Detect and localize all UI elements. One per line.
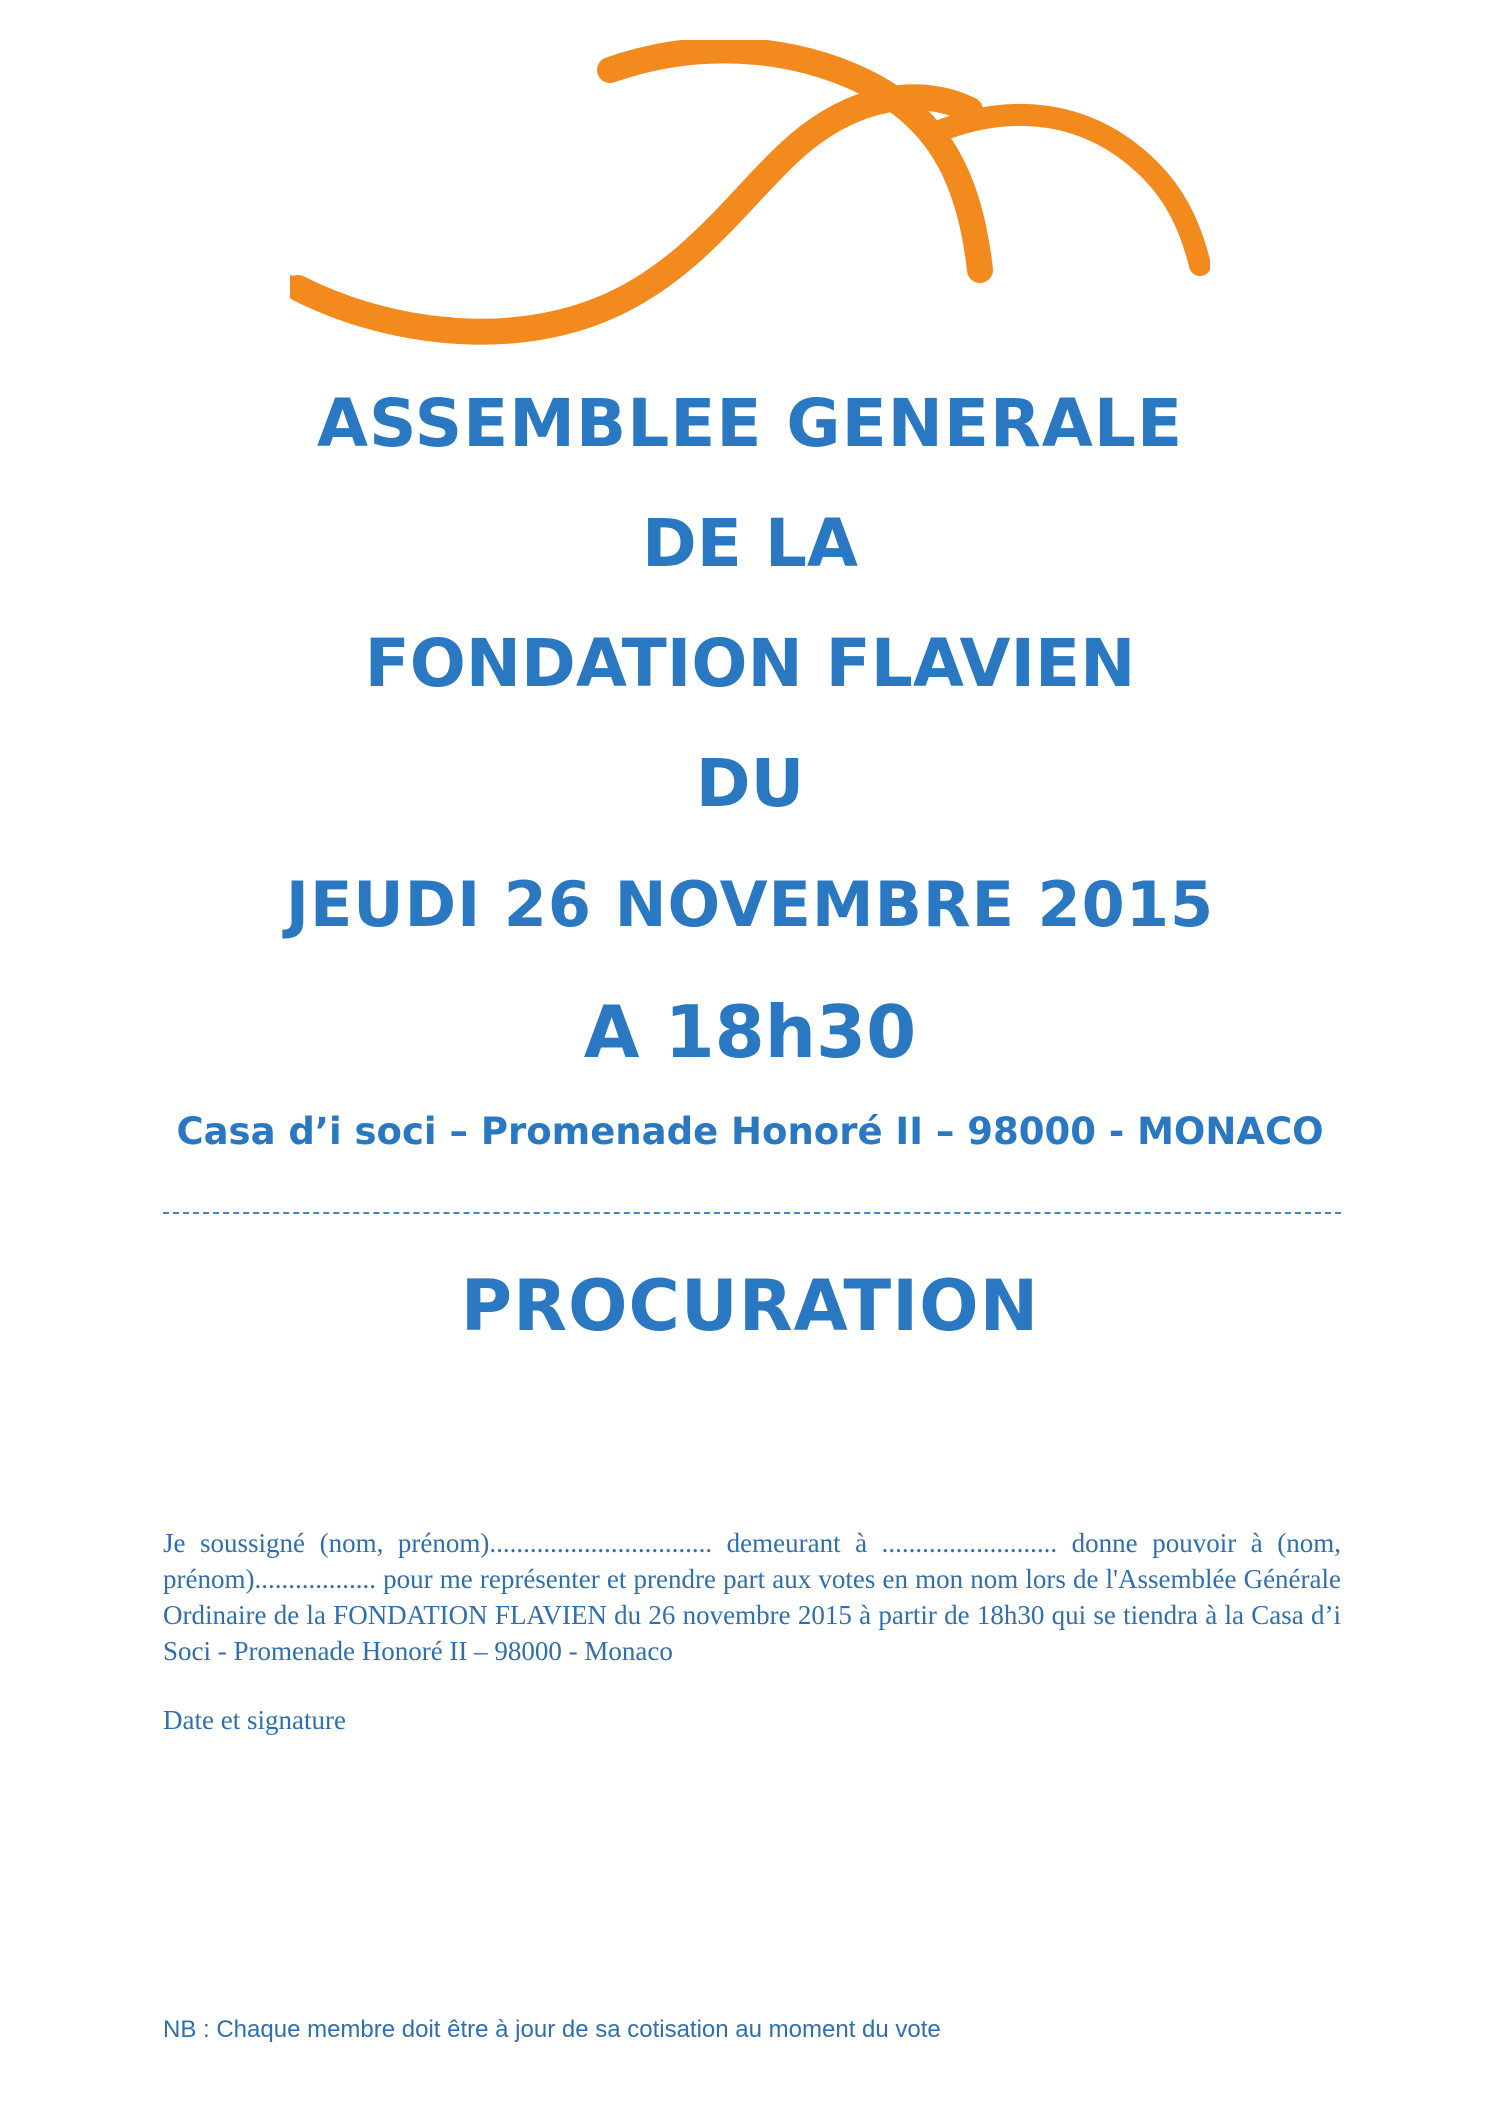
footer-note: NB : Chaque membre doit être à jour de sa cotisation au moment du vote bbox=[163, 2016, 941, 2043]
heading-fondation-name: FONDATION FLAVIEN bbox=[364, 625, 1136, 702]
heading-du: DU bbox=[695, 745, 805, 822]
procuration-paragraph: Je soussigné (nom, prénom)................................. demeurant à .......................... donne pouvoir à (nom, prénom).................. pour me représenter et prendre part aux votes en mon nom lors de l'Assemblée Générale Ordinaire de la FONDATION FLAVIEN du 26 novembre 2015 à partir de 18h30 qui se tiendra à la Casa d’i Soci - Promenade Honoré II – 98000 - Monaco bbox=[163, 1528, 1341, 1666]
heading-de-la: DE LA bbox=[642, 505, 858, 582]
orange-swoosh-logo-icon bbox=[290, 40, 1210, 360]
page-title: PROCURATION bbox=[460, 1265, 1040, 1347]
event-time: A 18h30 bbox=[583, 990, 917, 1074]
logo-wave-stroke bbox=[298, 97, 970, 331]
dashed-separator bbox=[163, 1212, 1341, 1214]
signature-label: Date et signature bbox=[163, 1705, 346, 1735]
heading-assemblee-generale: ASSEMBLEE GENERALE bbox=[316, 385, 1184, 462]
event-date: JEUDI 26 NOVEMBRE 2015 bbox=[285, 868, 1215, 941]
event-location: Casa d’i soci – Promenade Honoré II – 98000 - MONACO bbox=[176, 1110, 1324, 1153]
